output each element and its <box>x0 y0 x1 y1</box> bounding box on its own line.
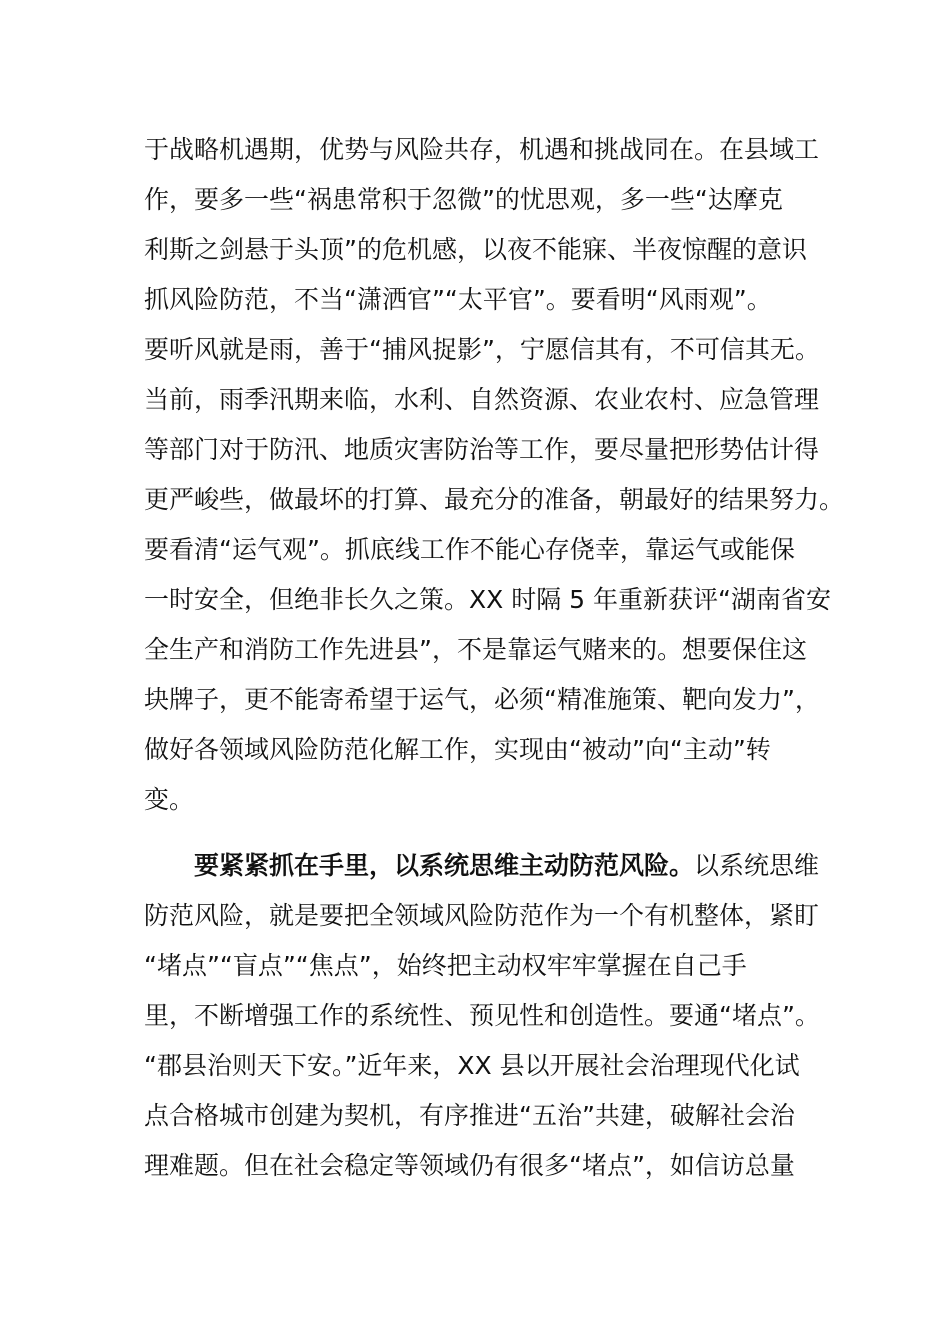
text-line: 一时安全，但绝非长久之策。XX 时隔 5 年重新获评“湖南省安 <box>144 585 831 614</box>
text-line: 当前，雨季汛期来临，水利、自然资源、农业农村、应急管理 <box>144 385 820 414</box>
text-line: 里，不断增强工作的系统性、预见性和创造性。要通“堵点”。 <box>144 1001 820 1030</box>
text-line: 于战略机遇期，优势与风险共存，机遇和挑战同在。在县域工 <box>144 135 820 164</box>
paragraph-first-line <box>194 846 874 886</box>
text-line: 块牌子，更不能寄希望于运气，必须“精准施策、靶向发力”， <box>144 685 820 714</box>
text-line: 理难题。但在社会稳定等领域仍有很多“堵点”，如信访总量 <box>144 1151 795 1180</box>
text-line: 要看清“运气观”。抓底线工作不能心存侥幸，靠运气或能保 <box>144 535 795 564</box>
text-line: 变。 <box>144 785 195 814</box>
text-line: 点合格城市创建为契机，有序推进“五治”共建，破解社会治 <box>144 1101 795 1130</box>
text-line: 更严峻些，做最坏的打算、最充分的准备，朝最好的结果努力。 <box>144 485 845 514</box>
text-line: 利斯之剑悬于头顶”的危机感，以夜不能寐、半夜惊醒的意识 <box>144 235 807 264</box>
text-span: 以系统思维 <box>694 851 820 880</box>
text-line: 全生产和消防工作先进县”，不是靠运气赌来的。想要保住这 <box>144 635 807 664</box>
text-line: 作，要多一些“祸患常积于忽微”的忧思观，多一些“达摩克 <box>144 185 783 214</box>
text-line: 防范风险，就是要把全领域风险防范作为一个有机整体，紧盯 <box>144 901 820 930</box>
text-line: “郡县治则天下安。”近年来，XX 县以开展社会治理现代化试 <box>144 1051 800 1080</box>
text-line: 做好各领域风险防范化解工作，实现由“被动”向“主动”转 <box>144 735 771 764</box>
text-line: 抓风险防范，不当“潇洒官”“太平官”。要看明“风雨观”。 <box>144 285 772 314</box>
text-line: “堵点”“盲点”“焦点”，始终把主动权牢牢掌握在自己手 <box>144 951 747 980</box>
text-line: 等部门对于防汛、地质灾害防治等工作，要尽量把形势估计得 <box>144 435 820 464</box>
text-line: 要听风就是雨，善于“捕风捉影”，宁愿信其有，不可信其无。 <box>144 335 820 364</box>
paragraph-heading: 要紧紧抓在手里，以系统思维主动防范风险。 <box>194 851 695 880</box>
